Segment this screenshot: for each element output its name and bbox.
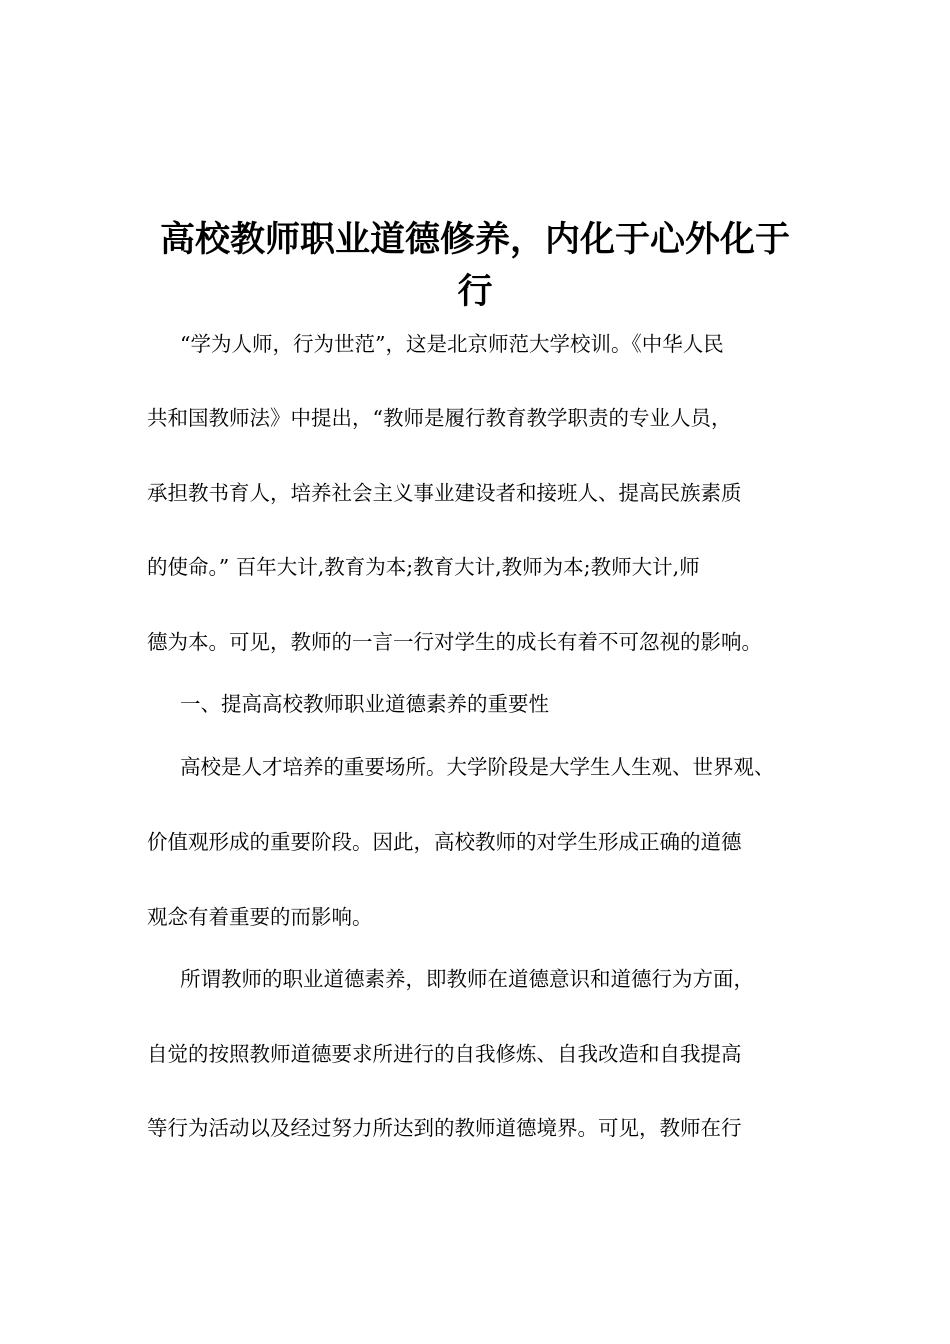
paragraph-line: 自觉的按照教师道德要求所进行的自我修炼、自我改造和自我提高 (147, 1042, 742, 1066)
document-title-line-1: 高校教师职业道德修养，内化于心外化于 (159, 220, 790, 260)
section-heading: 一、提高高校教师职业道德素养的重要性 (180, 692, 549, 716)
document-title-line-2: 行 (457, 272, 493, 312)
paragraph-line: 德为本。可见，教师的一言一行对学生的成长有着不可忽视的影响。 (147, 630, 762, 654)
paragraph-line: 观念有着重要的而影响。 (147, 905, 373, 929)
paragraph-line: 所谓教师的职业道德素养，即教师在道德意识和道德行为方面， (180, 967, 754, 991)
paragraph-line: 高校是人才培养的重要场所。大学阶段是大学生人生观、世界观、 (180, 755, 775, 779)
paragraph-line: 承担教书育人，培养社会主义事业建设者和接班人、提高民族素质 (147, 481, 742, 505)
paragraph-line: “学为人师，行为世范”，这是北京师范大学校训。《中华人民 (180, 332, 724, 356)
paragraph-line: 共和国教师法》中提出，“教师是履行教育教学职责的专业人员， (147, 406, 732, 430)
paragraph-line: 等行为活动以及经过努力所达到的教师道德境界。可见，教师在行 (147, 1116, 742, 1140)
paragraph-line: 的使命。” 百年大计,教育为本;教育大计,教师为本;教师大计,师 (147, 555, 700, 579)
paragraph-line: 价值观形成的重要阶段。因此，高校教师的对学生形成正确的道德 (147, 830, 742, 854)
